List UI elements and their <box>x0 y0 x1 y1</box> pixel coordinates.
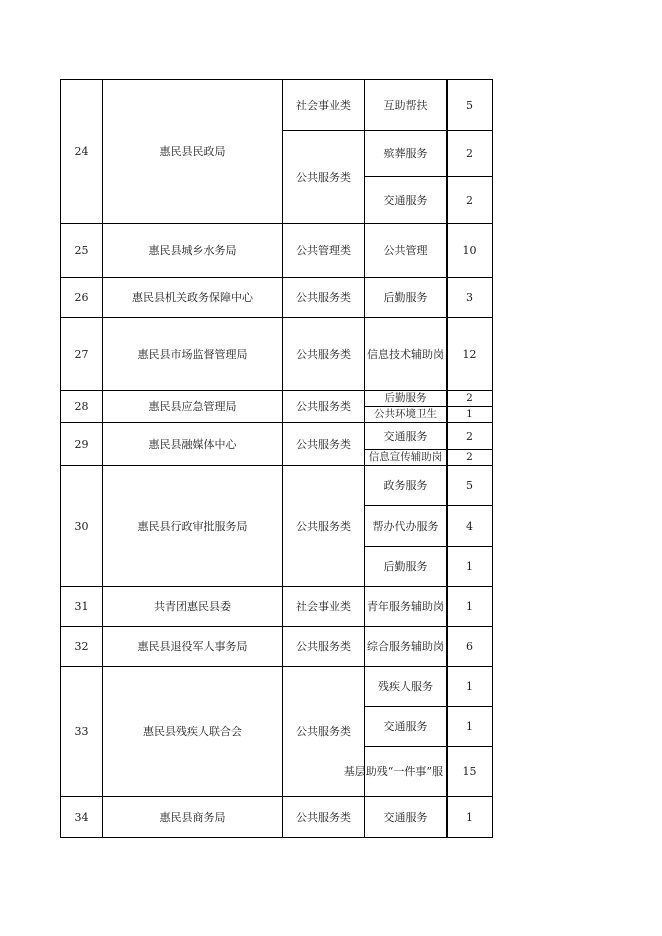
row-number: 24 <box>61 80 103 224</box>
row-number: 26 <box>61 278 103 318</box>
job-name: 帮办代办服务 <box>365 506 447 547</box>
job-count: 2 <box>447 391 493 407</box>
department-name: 惠民县民政局 <box>103 80 283 224</box>
job-count: 2 <box>447 450 493 466</box>
job-name: 基层助残“一件事”服 <box>365 747 447 797</box>
row-number: 25 <box>61 224 103 278</box>
row-number: 31 <box>61 587 103 627</box>
job-name: 交通服务 <box>365 177 447 224</box>
job-count: 10 <box>447 224 493 278</box>
row-number: 27 <box>61 318 103 391</box>
department-name: 惠民县城乡水务局 <box>103 224 283 278</box>
category: 公共服务类 <box>283 667 365 797</box>
job-name: 公共环境卫生 <box>365 407 447 423</box>
department-name: 惠民县退役军人事务局 <box>103 627 283 667</box>
job-name: 互助帮扶 <box>365 80 447 131</box>
department-name: 惠民县残疾人联合会 <box>103 667 283 797</box>
job-name: 信息宣传辅助岗 <box>365 450 447 466</box>
job-count: 1 <box>447 707 493 747</box>
job-count: 1 <box>447 407 493 423</box>
job-name: 政务服务 <box>365 466 447 506</box>
department-name: 惠民县机关政务保障中心 <box>103 278 283 318</box>
row-number: 32 <box>61 627 103 667</box>
job-name: 综合服务辅助岗 <box>365 627 447 667</box>
job-count: 15 <box>447 747 493 797</box>
category: 公共服务类 <box>283 131 365 224</box>
job-count: 1 <box>447 587 493 627</box>
job-name: 交通服务 <box>365 707 447 747</box>
job-count: 5 <box>447 466 493 506</box>
department-name: 惠民县行政审批服务局 <box>103 466 283 587</box>
category: 公共服务类 <box>283 391 365 423</box>
department-name: 惠民县应急管理局 <box>103 391 283 423</box>
row-number: 30 <box>61 466 103 587</box>
job-name: 青年服务辅助岗 <box>365 587 447 627</box>
job-count: 12 <box>447 318 493 391</box>
category: 公共服务类 <box>283 627 365 667</box>
department-name: 惠民县融媒体中心 <box>103 423 283 466</box>
column-divider <box>446 80 448 838</box>
job-count: 1 <box>447 797 493 838</box>
job-count: 5 <box>447 80 493 131</box>
job-count: 1 <box>447 547 493 587</box>
row-number: 34 <box>61 797 103 838</box>
positions-table <box>60 79 493 838</box>
department-name: 惠民县商务局 <box>103 797 283 838</box>
row-number: 33 <box>61 667 103 797</box>
category: 公共服务类 <box>283 423 365 466</box>
job-count: 2 <box>447 423 493 450</box>
category: 公共服务类 <box>283 466 365 587</box>
job-count: 3 <box>447 278 493 318</box>
department-name: 共青团惠民县委 <box>103 587 283 627</box>
category: 公共服务类 <box>283 797 365 838</box>
job-name: 公共管理 <box>365 224 447 278</box>
job-name: 殡葬服务 <box>365 131 447 177</box>
row-number: 29 <box>61 423 103 466</box>
job-name: 后勤服务 <box>365 278 447 318</box>
job-name: 残疾人服务 <box>365 667 447 707</box>
job-name: 信息技术辅助岗 <box>365 318 447 391</box>
job-count: 6 <box>447 627 493 667</box>
job-name: 后勤服务 <box>365 547 447 587</box>
category: 公共服务类 <box>283 278 365 318</box>
job-count: 4 <box>447 506 493 547</box>
job-count: 2 <box>447 177 493 224</box>
row-number: 28 <box>61 391 103 423</box>
job-name: 交通服务 <box>365 797 447 838</box>
job-count: 2 <box>447 131 493 177</box>
category: 公共服务类 <box>283 318 365 391</box>
category: 社会事业类 <box>283 587 365 627</box>
job-name: 后勤服务 <box>365 391 447 407</box>
category: 公共管理类 <box>283 224 365 278</box>
job-name: 交通服务 <box>365 423 447 450</box>
category: 社会事业类 <box>283 80 365 131</box>
job-count: 1 <box>447 667 493 707</box>
department-name: 惠民县市场监督管理局 <box>103 318 283 391</box>
